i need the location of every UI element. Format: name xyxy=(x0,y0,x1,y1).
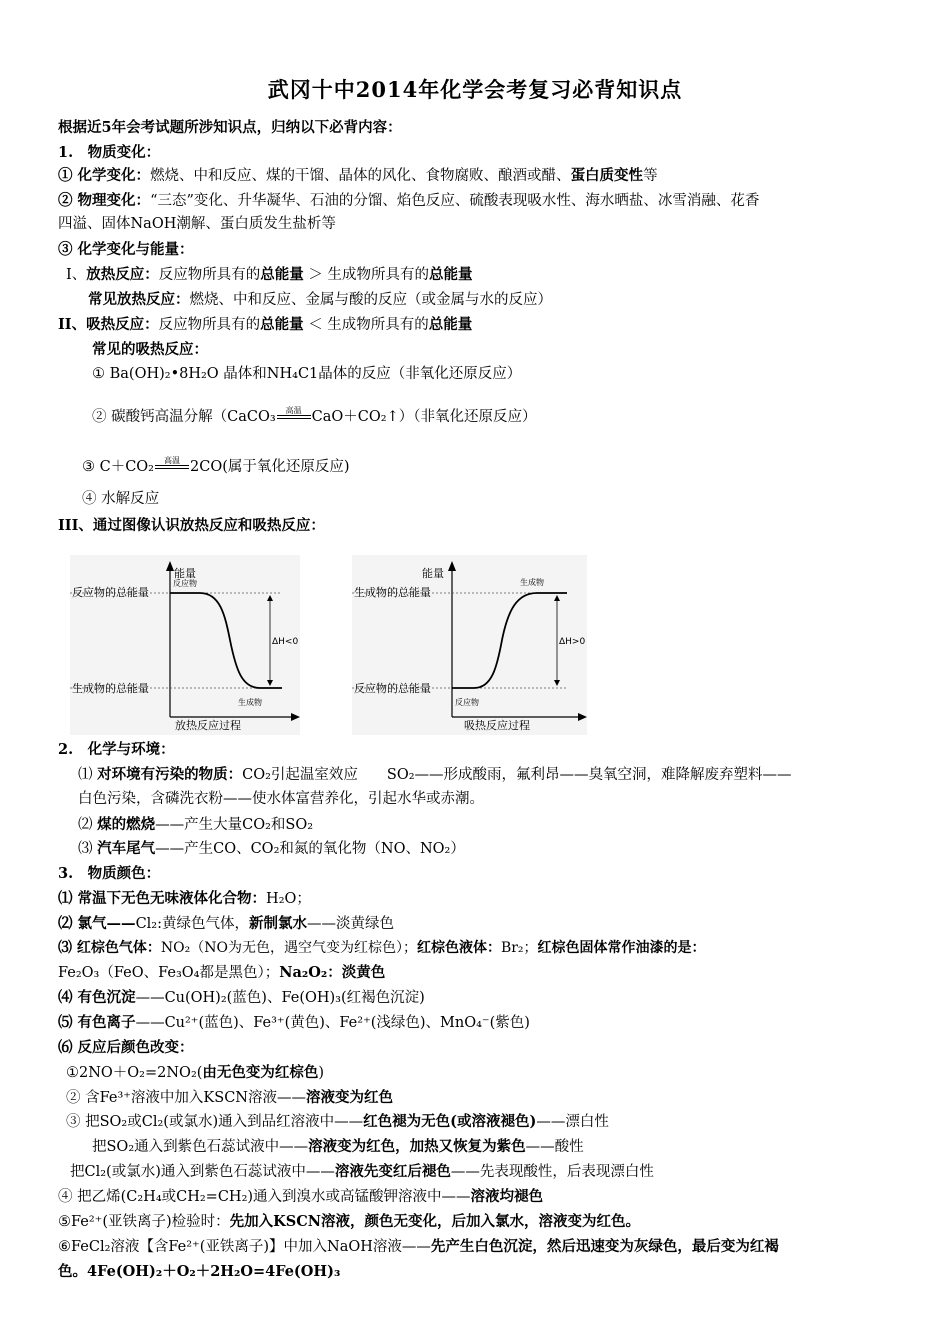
reaction-2-text: ② 含Fe³⁺溶液中加入KSCN溶液—— xyxy=(66,1090,306,1106)
graph-heading: III、通过图像认识放热反应和吸热反应： xyxy=(58,517,325,534)
coal-burning-label: 煤的燃烧 xyxy=(97,816,156,833)
endothermic-item-1: ① Ba(OH)₂•8H₂O 晶体和NH₄C1晶体的反应（非氧化还原反应） xyxy=(92,366,522,382)
endothermic-svg xyxy=(352,555,587,735)
color-item-3-text-2: Br₂； xyxy=(500,940,538,956)
color-item-5 xyxy=(58,1013,530,1033)
exothermic-line xyxy=(66,265,472,285)
endothermic-label: II、吸热反应： xyxy=(58,316,159,333)
section-1-heading: 1. 物质变化： xyxy=(58,144,161,161)
color-item-4-label: ⑷ 有色沉淀 xyxy=(58,989,136,1006)
exothermic-label: 放热反应： xyxy=(86,266,159,283)
physical-change-label: ② 物理变化： xyxy=(58,192,151,209)
top-level-label: 反应物的总能量 xyxy=(72,586,149,599)
reaction-3-text: ③ 把SO₂或Cl₂(或氯水)通入到品红溶液中—— xyxy=(66,1114,364,1130)
bottom-level-label: 生成物的总能量 xyxy=(72,682,149,695)
pollution-line xyxy=(78,765,792,785)
exothermic-common-text: 燃烧、中和反应、金属与酸的反应（或金属与水的反应） xyxy=(189,292,552,308)
color-item-2-label-2: 新制氯水 xyxy=(249,915,307,932)
sodium-peroxide-text: Na₂O₂：淡黄色 xyxy=(279,964,386,981)
products-text: 生成物所具有的 xyxy=(327,267,429,283)
products-text: 生成物所具有的 xyxy=(327,317,429,333)
color-item-2 xyxy=(58,914,394,934)
total-energy: 总能量 xyxy=(260,316,304,333)
reaction-3b-end: ——酸性 xyxy=(525,1139,584,1155)
reaction-5 xyxy=(58,1212,640,1232)
exothermic-common-label: 常见放热反应： xyxy=(88,291,190,308)
reaction-5-result: 先加入KSCN溶液，颜色无变化，后加入氯水，溶液变为红色。 xyxy=(229,1213,641,1230)
section-3-heading: 3. 物质颜色： xyxy=(58,865,161,882)
color-item-1 xyxy=(58,889,311,909)
exhaust-label: 汽车尾气 xyxy=(97,840,156,857)
reaction-2-result: 溶液变为红色 xyxy=(305,1089,393,1106)
color-item-3-line-2 xyxy=(58,963,385,983)
coal-burning-line xyxy=(78,815,313,835)
bottom-level-label: 反应物的总能量 xyxy=(354,682,431,695)
reactants-text: 反应物所具有的 xyxy=(158,317,261,333)
chemical-change-text: 燃烧、中和反应、煤的干馏、晶体的风化、食物腐败、酿酒或醋、 xyxy=(150,168,571,184)
reaction-6-line-2: 色。4Fe(OH)₂＋O₂＋2H₂O=4Fe(OH)₃ xyxy=(58,1263,341,1280)
reaction-1-end: ) xyxy=(318,1065,325,1081)
coal-burning-text: ——产生大量CO₂和SO₂ xyxy=(155,817,314,833)
document-title: 武冈十中2014年化学会考复习必背知识点 xyxy=(267,77,683,102)
x-axis-title: 放热反应过程 xyxy=(175,719,241,732)
reaction-3 xyxy=(66,1112,609,1132)
reaction-6 xyxy=(58,1237,779,1257)
reaction-3-end: ——漂白性 xyxy=(536,1114,609,1130)
condition-label: 高温 xyxy=(164,456,180,465)
reaction-3b xyxy=(92,1137,584,1157)
pollution-line-2: 白色污染，含磷洗衣粉——使水体富营养化，引起水华或赤潮。 xyxy=(78,791,484,807)
chemical-change-line xyxy=(58,166,658,186)
chemical-change-end: 等 xyxy=(643,168,658,184)
condition-label: 高温 xyxy=(285,406,302,415)
reaction-3-result: 红色褪为无色(或溶液褪色) xyxy=(363,1113,537,1130)
reaction-4-result: 溶液均褪色 xyxy=(470,1188,544,1205)
physical-change-text: “三态”变化、升华凝华、石油的分馏、焰色反应、硫酸表现吸水性、海水晒盐、冰雪消融、花香 xyxy=(150,193,760,209)
caco3-decomposition-right: CaO＋CO₂↑）（非氧化还原反应） xyxy=(311,409,537,425)
physical-change-line xyxy=(58,191,759,211)
color-item-6-label: ⑹ 反应后颜色改变： xyxy=(58,1039,194,1056)
exothermic-common-line xyxy=(88,290,552,310)
chart-background xyxy=(352,555,587,735)
color-item-2-label: ⑵ 氯气—— xyxy=(58,915,136,932)
delta-h-label: ΔH>0 xyxy=(559,637,586,647)
high-temp-arrow xyxy=(277,406,311,419)
endothermic-line xyxy=(58,315,472,335)
x-axis-title: 吸热反应过程 xyxy=(464,719,530,732)
intro-line: 根据近5年会考试题所涉知识点，归纳以下必背内容： xyxy=(58,119,402,136)
item-number: ⑴ xyxy=(78,767,93,783)
endothermic-common-label: 常见的吸热反应： xyxy=(92,341,208,358)
color-item-2-text-2: ——淡黄绿色 xyxy=(307,916,394,932)
color-item-4-text: ——Cu(OH)₂(蓝色)、Fe(OH)₃(红褐色沉淀) xyxy=(135,990,425,1006)
color-item-3-text: NO₂（NO为无色，遇空气变为红棕色）； xyxy=(160,940,417,956)
endothermic-item-2 xyxy=(92,408,536,427)
reaction-1 xyxy=(66,1063,324,1083)
reaction-3b-result: 溶液变为红色，加热又恢复为紫色 xyxy=(308,1138,526,1155)
exothermic-prefix: I、 xyxy=(66,267,87,283)
reaction-3b-text: 把SO₂通入到紫色石蕊试液中—— xyxy=(92,1139,309,1155)
color-item-1-label: ⑴ 常温下无色无味液体化合物： xyxy=(58,890,267,907)
reaction-6-result: 先产生白色沉淀，然后迅速变为灰绿色，最后变为红褐 xyxy=(430,1238,779,1255)
reaction-4-text: ④ 把乙烯(C₂H₄或CH₂=CH₂)通入到溴水或高锰酸钾溶液中—— xyxy=(58,1189,471,1205)
curve-end-label: 生成物 xyxy=(238,698,262,707)
exothermic-energy-diagram xyxy=(70,555,300,735)
curve-start-label: 反应物 xyxy=(173,579,197,588)
color-item-1-text: H₂O； xyxy=(266,891,311,907)
y-axis-label: 能量 xyxy=(174,567,196,580)
endothermic-item-4: ④ 水解反应 xyxy=(82,491,160,507)
carbon-reaction-right: 2CO(属于氧化还原反应) xyxy=(190,459,350,475)
item-number: ⑵ xyxy=(78,817,93,833)
reaction-2 xyxy=(66,1088,393,1108)
reaction-3c xyxy=(70,1162,654,1182)
reaction-3c-end: ——先表现酸性，后表现漂白性 xyxy=(450,1164,654,1180)
color-item-3-label: ⑶ 红棕色气体： xyxy=(58,940,161,956)
caco3-decomposition-left: ② 碳酸钙高温分解（CaCO₃ xyxy=(92,409,276,425)
color-item-3-label-3: 红棕色固体常作油漆的是： xyxy=(537,940,706,956)
section-2-heading: 2. 化学与环境： xyxy=(58,741,175,758)
pollution-label: 对环境有污染的物质： xyxy=(97,766,243,783)
protein-denaturation: 蛋白质变性 xyxy=(570,167,644,184)
color-item-3 xyxy=(58,939,706,958)
color-item-3-label-2: 红棕色液体： xyxy=(416,940,501,956)
iron-oxide-text: Fe₂O₃（FeO、Fe₃O₄都是黑色）； xyxy=(58,965,280,981)
total-energy: 总能量 xyxy=(428,266,473,283)
delta-h-label: ΔH<0 xyxy=(272,637,299,647)
endothermic-item-3 xyxy=(82,458,350,477)
color-item-2-text: Cl₂:黄绿色气体， xyxy=(135,916,249,932)
top-level-label: 生成物的总能量 xyxy=(354,586,431,599)
reaction-3c-text: 把Cl₂(或氯水)通入到紫色石蕊试液中—— xyxy=(70,1164,335,1180)
reactants-text: 反应物所具有的 xyxy=(158,267,261,283)
chemical-change-label: ① 化学变化： xyxy=(58,167,151,184)
y-axis-label: 能量 xyxy=(422,567,444,580)
physical-change-line-2: 四溢、固体NaOH潮解、蛋白质发生盐析等 xyxy=(58,216,336,232)
reaction-6-text: ⑥FeCl₂溶液【含Fe²⁺(亚铁离子)】中加入NaOH溶液—— xyxy=(58,1239,431,1255)
total-energy: 总能量 xyxy=(428,316,473,333)
color-item-4 xyxy=(58,988,425,1008)
color-item-5-label: ⑸ 有色离子 xyxy=(58,1014,136,1031)
pollution-text: CO₂引起温室效应 SO₂——形成酸雨，氟利昂——臭氧空洞，难降解废弃塑料—— xyxy=(242,767,792,783)
curve-end-label: 生成物 xyxy=(520,578,544,587)
reaction-3c-result: 溶液先变红后褪色 xyxy=(334,1163,451,1180)
reaction-1-text: ①2NO＋O₂=2NO₂( xyxy=(66,1065,203,1081)
exothermic-svg xyxy=(70,555,300,735)
exhaust-line xyxy=(78,839,465,859)
color-item-5-text: ——Cu²⁺(蓝色)、Fe³⁺(黄色)、Fe²⁺(浅绿色)、MnO₄⁻(紫色) xyxy=(135,1015,530,1031)
curve-start-label: 反应物 xyxy=(455,698,479,707)
energy-heading: ③ 化学变化与能量： xyxy=(58,241,194,258)
total-energy: 总能量 xyxy=(260,266,304,283)
greater-than: ＞ xyxy=(308,267,323,283)
reaction-5-text: ⑤Fe²⁺(亚铁离子)检验时： xyxy=(58,1214,230,1230)
high-temp-arrow xyxy=(155,456,189,469)
item-number: ⑶ xyxy=(78,841,93,857)
endothermic-energy-diagram xyxy=(352,555,587,735)
less-than: ＜ xyxy=(308,317,323,333)
carbon-reaction-left: ③ C＋CO₂ xyxy=(82,459,154,475)
reaction-4 xyxy=(58,1187,543,1207)
exhaust-text: ——产生CO、CO₂和氮的氧化物（NO、NO₂） xyxy=(155,841,465,857)
reaction-1-result: 由无色变为红棕色 xyxy=(202,1064,319,1081)
